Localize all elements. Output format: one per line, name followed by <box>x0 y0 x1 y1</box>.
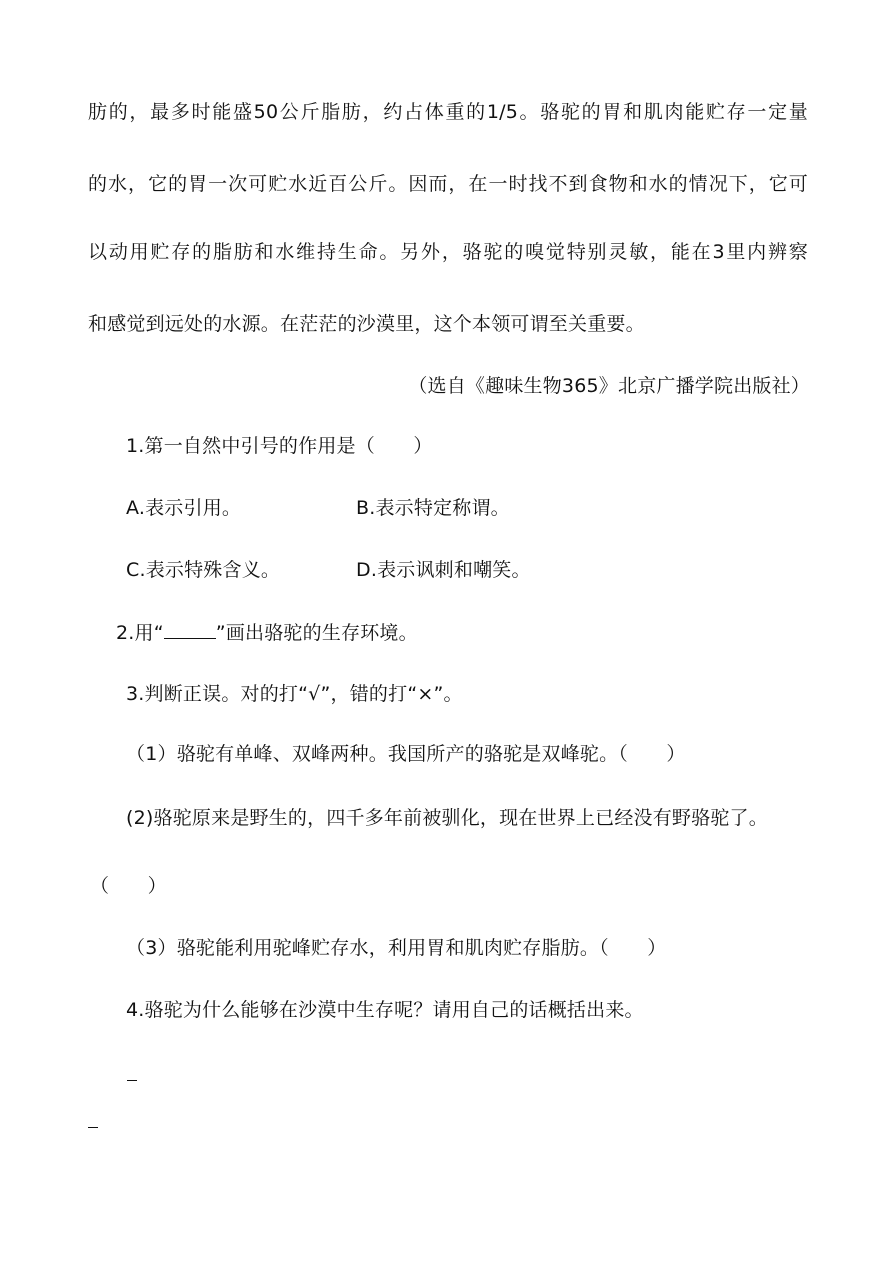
answer-line-1 <box>127 1080 137 1081</box>
question-3-item-2-answer-paren: （ ） <box>90 875 167 897</box>
passage-line-1: 肪的，最多时能盛50公斤脂肪，约占体重的1/5。骆驼的胃和肌肉能贮存一定量 <box>88 101 808 123</box>
question-3-item-2: (2)骆驼原来是野生的，四千多年前被驯化，现在世界上已经没有野骆驼了。 <box>126 807 768 829</box>
question-1-option-d: D.表示讽刺和嘲笑。 <box>356 559 531 581</box>
question-2-prefix: 2.用“ <box>116 622 164 644</box>
question-3-item-3: （3）骆驼能利用驼峰贮存水，利用胃和肌肉贮存脂肪。（ ） <box>126 937 667 959</box>
question-2-underline-sample <box>164 620 216 639</box>
passage-line-2: 的水，它的胃一次可贮水近百公斤。因而，在一时找不到食物和水的情况下，它可 <box>88 173 808 195</box>
source-citation: （选自《趣味生物365》北京广播学院出版社） <box>408 375 810 397</box>
passage-line-4: 和感觉到远处的水源。在茫茫的沙漠里，这个本领可谓至关重要。 <box>88 313 645 335</box>
question-1-option-a: A.表示引用。 <box>126 497 242 519</box>
question-4-stem: 4.骆驼为什么能够在沙漠中生存呢？请用自己的话概括出来。 <box>126 999 644 1021</box>
passage-line-3: 以动用贮存的脂肪和水维持生命。另外，骆驼的嗅觉特别灵敏，能在3里内辨察 <box>88 241 808 263</box>
question-2-suffix: ”画出骆驼的生存环境。 <box>215 622 418 644</box>
question-3-item-1: （1）骆驼有单峰、双峰两种。我国所产的骆驼是双峰驼。（ ） <box>126 743 686 765</box>
question-1-option-c: C.表示特殊含义。 <box>126 559 281 581</box>
question-1-option-b: B.表示特定称谓。 <box>356 497 510 519</box>
question-1-stem: 1.第一自然中引号的作用是（ ） <box>126 435 433 457</box>
answer-line-2 <box>88 1127 98 1128</box>
question-3-stem: 3.判断正误。对的打“√”，错的打“×”。 <box>126 683 463 705</box>
question-2-stem <box>116 620 418 645</box>
